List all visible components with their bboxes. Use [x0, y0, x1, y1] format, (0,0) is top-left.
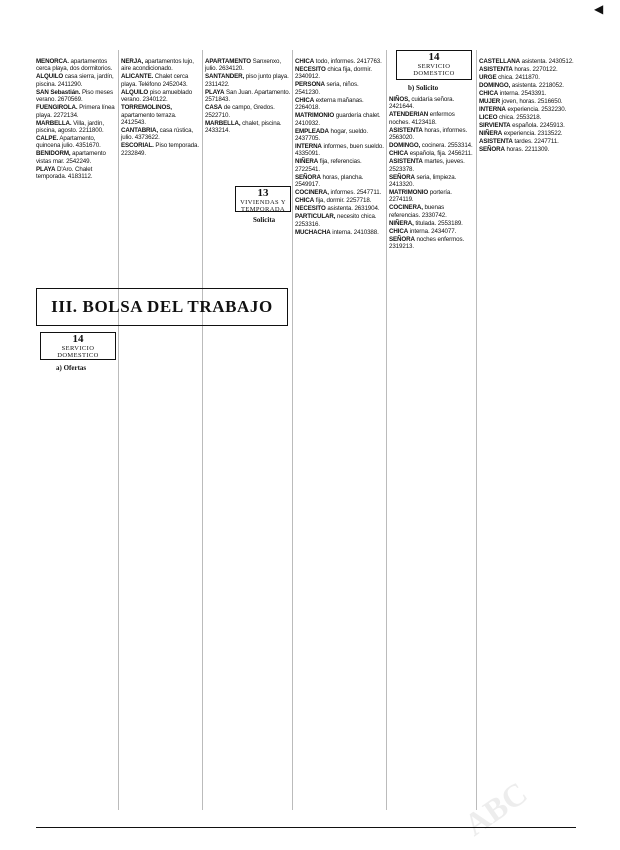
- entry-keyword: ATENDERIAN: [389, 111, 429, 119]
- classified-entry: [295, 128, 385, 143]
- classified-entry: [479, 106, 579, 113]
- classified-entry: [389, 111, 475, 126]
- classified-column-4: [295, 58, 385, 237]
- classified-entry: [36, 73, 116, 88]
- entry-keyword: DOMINGO,: [479, 82, 511, 89]
- classified-entry: [295, 58, 385, 65]
- entry-keyword: CHICA: [479, 90, 499, 97]
- classified-column-6: [479, 58, 579, 154]
- classified-column-3: [205, 58, 291, 135]
- classified-entry: [295, 174, 385, 189]
- entry-text: informes, buen sueldo. 4335091.: [295, 143, 384, 158]
- entry-keyword: MATRIMONIO: [389, 189, 429, 197]
- classified-entry: [479, 146, 579, 153]
- classified-entry: [389, 127, 475, 142]
- classified-entry: [36, 135, 116, 150]
- entry-keyword: CHICA: [389, 150, 409, 158]
- classified-entry: [389, 96, 475, 111]
- entry-text: Piso temporada. 2232849.: [121, 142, 199, 157]
- entry-text: casa rústica, julio. 4373622.: [121, 127, 194, 142]
- classified-entry: [36, 166, 116, 181]
- section-subtitle: b) Solicito: [408, 84, 439, 92]
- classified-column-1: [36, 58, 116, 181]
- entry-text: martes, jueves. 2523378.: [389, 158, 465, 173]
- entry-keyword: PERSONA: [295, 81, 325, 89]
- classified-entry: [121, 104, 201, 126]
- entry-keyword: DOMINGO,: [389, 142, 421, 150]
- entry-keyword: TORREMOLINOS,: [121, 104, 172, 112]
- entry-keyword: NIÑOS,: [389, 96, 410, 103]
- entry-keyword: SEÑORA: [295, 173, 321, 181]
- entry-text: D'Aro. Chalet temporada. 4183112.: [36, 165, 93, 181]
- classified-entry: [295, 213, 385, 228]
- entry-text: portería. 2274119.: [389, 189, 452, 204]
- classified-entry: [295, 158, 385, 173]
- entry-text: Apartamento, quincena julio. 4351670.: [36, 135, 101, 150]
- entry-text: apartamento terraza. 2412543.: [121, 111, 177, 127]
- entry-keyword: BENIDORM,: [36, 150, 71, 158]
- entry-text: San Juan. Apartamento. 2571843.: [205, 88, 291, 104]
- entry-keyword: APARTAMENTO: [205, 58, 251, 65]
- classified-entry: [479, 90, 579, 97]
- section-number: 13: [257, 187, 269, 199]
- entry-text: chica. 2553218.: [499, 114, 542, 121]
- section-label: SERVICIO DOMESTICO: [57, 345, 99, 359]
- classified-entry: [36, 120, 116, 135]
- entry-keyword: COCINERA,: [295, 189, 329, 197]
- classified-entry: [389, 236, 475, 251]
- corner-arrow-icon: ◀: [594, 2, 604, 16]
- entry-text: interna. 2410388.: [332, 228, 379, 236]
- section-label: VIVIENDAS Y TEMPORADA: [240, 199, 286, 213]
- entry-text: experiencia. 2313522.: [503, 130, 563, 137]
- classified-entry: [479, 82, 579, 89]
- entry-keyword: MENORCA.: [36, 58, 69, 65]
- entry-keyword: MATRIMONIO: [295, 112, 335, 120]
- section-label: SERVICIO DOMESTICO: [413, 63, 455, 77]
- entry-text: casa sierra, jardín, piscina. 2411290.: [36, 73, 114, 88]
- classified-entry: [389, 228, 475, 235]
- entry-text: tardes. 2247711.: [514, 138, 559, 145]
- watermark: ABC: [457, 774, 534, 843]
- entry-keyword: CHICA: [389, 227, 409, 235]
- classified-entry: [389, 174, 475, 189]
- section-box-viviendas: [235, 186, 291, 212]
- classified-entry: [205, 120, 291, 135]
- entry-keyword: PLAYA: [205, 88, 225, 96]
- column-rule: [118, 50, 119, 810]
- column-rule: [292, 50, 293, 810]
- classified-entry: [205, 89, 291, 104]
- entry-keyword: SIRVIENTA: [479, 122, 511, 129]
- classified-entry: [479, 130, 579, 137]
- entry-text: cocinera. 2553314.: [421, 142, 473, 150]
- entry-keyword: ASISTENTA: [389, 158, 423, 166]
- entry-text: interna. 2543391.: [499, 90, 547, 97]
- entry-text: hogar, sueldo. 2437705.: [295, 127, 369, 143]
- entry-keyword: SEÑORA: [389, 173, 415, 181]
- classified-entry: [295, 189, 385, 196]
- entry-keyword: NIÑERA: [295, 158, 319, 166]
- entry-keyword: URGE: [479, 74, 497, 81]
- entry-text: horas, informes. 2563020.: [389, 126, 468, 142]
- classified-entry: [295, 205, 385, 212]
- entry-text: asistenta. 2631904.: [327, 205, 380, 213]
- entry-text: buenas referencias. 2330742.: [389, 204, 447, 219]
- entry-keyword: ASISTENTA: [389, 126, 423, 134]
- entry-keyword: CANTABRIA,: [121, 127, 159, 135]
- classified-entry: [295, 81, 385, 96]
- entry-keyword: EMPLEADA: [295, 127, 329, 135]
- section-box-servicio-solicito: [396, 50, 472, 80]
- section-number: 14: [428, 51, 440, 63]
- entry-text: española. 2245913.: [512, 122, 565, 129]
- entry-text: piso amueblado verano. 2340122.: [121, 88, 193, 104]
- entry-text: asistenta. 2430512.: [521, 58, 574, 65]
- entry-keyword: SEÑORA: [479, 146, 505, 153]
- entry-text: fija, dormir. 2257718.: [315, 197, 372, 205]
- entry-text: cuidaría señora. 2421644.: [389, 96, 455, 111]
- entry-keyword: CALPE.: [36, 135, 59, 143]
- classified-entry: [389, 220, 475, 227]
- entry-keyword: MARBELLA,: [205, 119, 241, 127]
- entry-keyword: SEÑORA: [389, 235, 415, 243]
- entry-keyword: NIÑERA: [479, 130, 503, 137]
- classified-entry: [479, 122, 579, 129]
- entry-keyword: CHICA: [295, 96, 315, 104]
- entry-text: piso junto playa. 2311422.: [205, 73, 289, 88]
- classified-entry: [36, 89, 116, 104]
- entry-text: Primera línea playa. 2272134.: [36, 104, 115, 119]
- entry-keyword: CASA: [205, 104, 223, 112]
- entry-text: todo, informes. 2417763.: [315, 58, 382, 65]
- column-rule: [476, 50, 477, 810]
- classified-column-5: [389, 96, 475, 251]
- entry-text: fija, referencias. 2722541.: [295, 158, 362, 173]
- entry-keyword: PLAYA: [36, 165, 56, 173]
- entry-text: apartamentos lujo, aire acondicionado.: [121, 58, 194, 73]
- section-subtitle: a) Ofertas: [56, 364, 87, 372]
- entry-keyword: MUJER: [479, 98, 501, 105]
- entry-text: de campo, Gredos. 2522710.: [205, 104, 275, 119]
- entry-keyword: CHICA: [295, 197, 315, 205]
- section-banner: III. BOLSA DEL TRABAJO: [36, 288, 288, 326]
- entry-text: chica. 2411870.: [498, 74, 540, 81]
- classified-entry: [36, 104, 116, 119]
- classified-entry: [205, 104, 291, 119]
- entry-keyword: ALICANTE.: [121, 73, 154, 81]
- entry-keyword: ESCORIAL.: [121, 142, 154, 150]
- classified-entry: [479, 58, 579, 65]
- entry-text: española, fija. 2456211.: [409, 150, 473, 158]
- entry-text: noches enfermos. 2319213.: [389, 235, 465, 251]
- entry-text: Chalet cerca playa. Teléfono 2452043.: [121, 73, 189, 88]
- entry-keyword: NECESITO: [295, 66, 326, 73]
- classified-entry: [389, 142, 475, 149]
- classified-entry: [479, 138, 579, 145]
- entry-text: apartamentos cerca playa, dos dormitorios.: [36, 58, 113, 73]
- classified-entry: [479, 98, 579, 105]
- entry-keyword: CASTELLANA: [479, 58, 520, 65]
- entry-text: Piso meses verano. 2670569.: [36, 88, 113, 104]
- classified-entry: [121, 58, 201, 73]
- column-rule: [386, 50, 387, 810]
- entry-text: horas, plancha. 2549917.: [295, 173, 364, 189]
- classified-entry: [389, 150, 475, 157]
- classified-entry: [479, 66, 579, 73]
- entry-text: apartamento vistas mar. 2542249.: [36, 150, 106, 165]
- entry-keyword: INTERNA: [295, 143, 322, 151]
- classified-entry: [389, 204, 475, 219]
- entry-text: horas. 2270122.: [514, 66, 558, 73]
- classified-entry: [121, 127, 201, 142]
- classified-entry: [295, 112, 385, 127]
- entry-keyword: FUENGIROLA.: [36, 104, 78, 112]
- entry-text: guardería chalet. 2410932.: [295, 112, 381, 127]
- entry-keyword: NIÑERA,: [389, 219, 414, 227]
- entry-text: enfermos noches. 4123418.: [389, 111, 455, 126]
- entry-text: seria, niños. 2541230.: [295, 81, 359, 96]
- entry-text: Sanxenxo, julio. 2634120.: [205, 58, 281, 73]
- classified-entry: [389, 158, 475, 173]
- entry-keyword: SAN Sebastián.: [36, 88, 81, 96]
- classified-entry: [121, 73, 201, 88]
- entry-keyword: ASISTENTA: [479, 138, 513, 145]
- entry-text: informes. 2547711.: [330, 189, 382, 197]
- entry-text: chalet, piscina. 2433214.: [205, 119, 282, 135]
- entry-text: titulada. 2553189.: [415, 219, 463, 227]
- entry-text: necesito chica. 2253316.: [295, 213, 377, 228]
- entry-text: interna. 2434077.: [409, 227, 457, 235]
- classified-entry: [205, 73, 291, 88]
- classified-entry: [479, 74, 579, 81]
- classified-entry: [479, 114, 579, 121]
- entry-keyword: INTERNA: [479, 106, 506, 113]
- classified-entry: [295, 197, 385, 204]
- classified-entry: [121, 142, 201, 157]
- entry-keyword: LICEO: [479, 114, 498, 121]
- entry-keyword: PARTICULAR,: [295, 213, 336, 221]
- entry-keyword: ALQUILO: [121, 88, 149, 96]
- classified-entry: [295, 97, 385, 112]
- entry-keyword: MARBELLA.: [36, 119, 72, 127]
- entry-text: externa mañanas. 2264018.: [295, 96, 364, 112]
- section-box-servicio: [40, 332, 116, 360]
- classified-entry: [389, 189, 475, 204]
- entry-keyword: ASISTENTA: [479, 66, 513, 73]
- classified-entry: [295, 229, 385, 236]
- entry-keyword: NERJA,: [121, 58, 144, 65]
- entry-text: experiencia. 2532230.: [507, 106, 567, 113]
- entry-text: seria, limpieza. 2413320.: [389, 173, 457, 189]
- entry-text: horas. 2211309.: [506, 146, 550, 153]
- classified-entry: [295, 66, 385, 81]
- classified-entry: [295, 143, 385, 158]
- entry-keyword: CHICA: [295, 58, 315, 65]
- entry-text: joven, horas. 2516650.: [501, 98, 563, 105]
- entry-keyword: SANTANDER,: [205, 73, 245, 81]
- classified-entry: [36, 150, 116, 165]
- classified-entry: [205, 58, 291, 73]
- entry-text: asistenta. 2218052.: [511, 82, 564, 89]
- classified-entry: [121, 89, 201, 104]
- section-number: 14: [72, 333, 84, 345]
- section-subtitle: Solicita: [253, 216, 276, 224]
- entry-text: Villa, jardín, piscina, agosto. 2211800.: [36, 119, 104, 135]
- entry-keyword: COCINERA,: [389, 204, 423, 212]
- entry-keyword: ALQUILO: [36, 73, 64, 81]
- entry-keyword: NECESITO: [295, 205, 326, 213]
- classified-entry: [36, 58, 116, 73]
- entry-text: chica fija, dormir. 2340912.: [295, 66, 372, 81]
- classified-column-2: [121, 58, 201, 158]
- entry-keyword: MUCHACHA: [295, 228, 331, 236]
- column-rule: [202, 50, 203, 810]
